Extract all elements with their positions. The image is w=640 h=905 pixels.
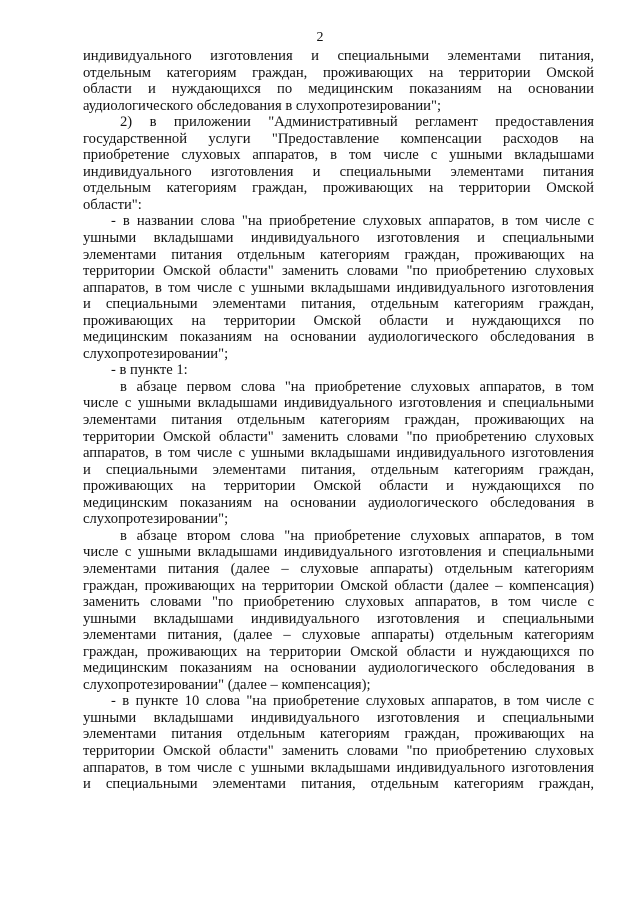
- text-line: граждан, проживающих на территории Омской области (далее – компенсация): [83, 577, 594, 594]
- text-line: 2) в приложении "Административный регламент предоставления: [120, 114, 594, 131]
- text-line: проживающих на территории Омской области и нуждающихся по: [83, 312, 594, 329]
- text-line: отдельным категориям граждан, проживающих на территории Омской: [83, 180, 594, 197]
- text-line: слухопротезировании" (далее – компенсация);: [83, 676, 371, 693]
- text-line: элементами питания отдельным категориям граждан, проживающих на: [83, 412, 594, 429]
- text-line: ушными вкладышами индивидуального изготовления и специальными: [83, 610, 594, 627]
- text-line: государственной услуги "Предоставление компенсации расходов на: [83, 130, 594, 147]
- text-line: аудиологического обследования в слухопротезировании";: [83, 97, 442, 114]
- text-line: и специальными элементами питания, отдельным категориям граждан,: [83, 776, 594, 793]
- text-line: области и нуждающихся по медицинским показаниям на основании: [83, 81, 594, 98]
- text-line: аппаратов, в том числе с ушными вкладышами индивидуального изготовления: [83, 445, 594, 462]
- text-line: граждан, проживающих на территории Омской области и нуждающихся по: [83, 643, 594, 660]
- text-line: и специальными элементами питания, отдельным категориям граждан,: [83, 461, 594, 478]
- document-body: [83, 48, 594, 793]
- text-line: индивидуального изготовления и специальными элементами питания: [83, 163, 594, 180]
- text-line: - в пункте 1:: [111, 362, 188, 379]
- text-line: области":: [83, 196, 142, 213]
- text-line: территории Омской области" заменить словами "по приобретению слуховых: [83, 742, 594, 759]
- text-line: медицинским показаниям на основании аудиологического обследования в: [83, 329, 594, 346]
- text-line: элементами питания (далее – слуховые аппараты) отдельным категориям: [83, 560, 594, 577]
- text-line: индивидуального изготовления и специальными элементами питания,: [83, 48, 594, 64]
- text-line: в абзаце первом слова "на приобретение слуховых аппаратов, в том: [120, 378, 594, 395]
- text-line: числе с ушными вкладышами индивидуального изготовления и специальными: [83, 395, 594, 412]
- text-line: - в пункте 10 слова "на приобретение слуховых аппаратов, в том числе с: [111, 693, 594, 710]
- text-line: элементами питания, (далее – слуховые аппараты) отдельным категориям: [83, 627, 594, 644]
- text-line: ушными вкладышами индивидуального изготовления и специальными: [83, 709, 594, 726]
- text-line: территории Омской области" заменить словами "по приобретению слуховых: [83, 428, 594, 445]
- text-line: отдельным категориям граждан, проживающих на территории Омской: [83, 64, 594, 81]
- text-line: элементами питания отдельным категориям граждан, проживающих на: [83, 246, 594, 263]
- text-line: медицинским показаниям на основании аудиологического обследования в: [83, 660, 594, 677]
- page-number: 2: [316, 30, 324, 45]
- text-line: в абзаце втором слова "на приобретение слуховых аппаратов, в том: [120, 527, 594, 544]
- text-line: элементами питания отдельным категориям граждан, проживающих на: [83, 726, 594, 743]
- text-line: слухопротезировании";: [83, 511, 229, 528]
- text-line: проживающих на территории Омской области и нуждающихся по: [83, 478, 594, 495]
- text-line: и специальными элементами питания, отдельным категориям граждан,: [83, 296, 594, 313]
- text-line: слухопротезировании";: [83, 345, 229, 362]
- text-line: - в названии слова "на приобретение слуховых аппаратов, в том числе с: [111, 213, 594, 230]
- text-line: числе с ушными вкладышами индивидуального изготовления и специальными: [83, 544, 594, 561]
- text-line: медицинским показаниям на основании аудиологического обследования в: [83, 494, 594, 511]
- text-line: ушными вкладышами индивидуального изготовления и специальными: [83, 230, 594, 247]
- text-line: аппаратов, в том числе с ушными вкладышами индивидуального изготовления: [83, 279, 594, 296]
- text-line: заменить словами "по приобретению слуховых аппаратов, в том числе с: [83, 594, 594, 611]
- text-line: аппаратов, в том числе с ушными вкладышами индивидуального изготовления: [83, 759, 594, 776]
- text-line: приобретение слуховых аппаратов, в том числе с ушными вкладышами: [83, 147, 594, 164]
- text-line: территории Омской области" заменить словами "по приобретению слуховых: [83, 263, 594, 280]
